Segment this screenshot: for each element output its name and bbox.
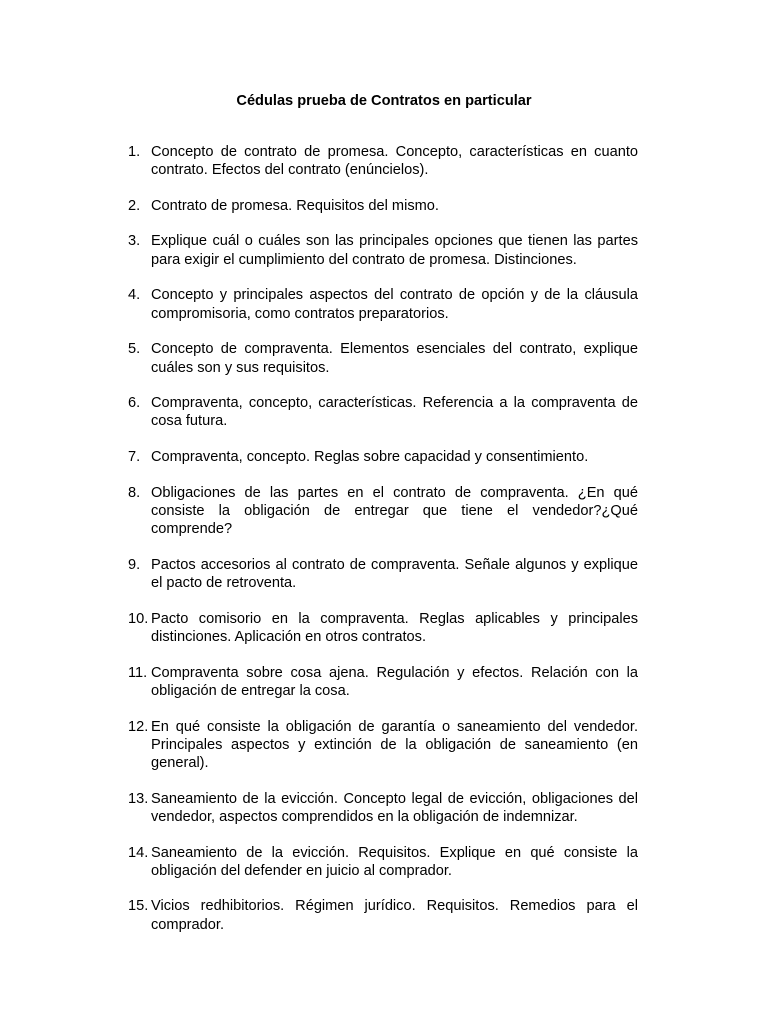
item-text: Concepto de compraventa. Elementos esenciales del contrato, explique cuáles son y sus requisitos. xyxy=(151,341,638,376)
item-text: Compraventa sobre cosa ajena. Regulación y efectos. Relación con la obligación de entregar la cosa. xyxy=(151,664,638,699)
item-number: 5. xyxy=(128,341,141,358)
item-number: 10. xyxy=(128,610,149,627)
item-text: Compraventa, concepto. Reglas sobre capacidad y consentimiento. xyxy=(151,449,589,466)
list-item xyxy=(128,197,638,215)
item-text: Pacto comisorio en la compraventa. Reglas aplicables y principales distinciones. Aplicación en otros contratos. xyxy=(151,610,638,646)
item-text: Concepto y principales aspectos del contrato de opción y de la cláusula compromisoria, como contratos preparatorios. xyxy=(151,287,638,322)
list-item xyxy=(128,448,638,466)
item-number: 8. xyxy=(128,484,141,501)
list-item xyxy=(128,340,638,377)
item-number: 6. xyxy=(128,395,141,412)
list-item xyxy=(128,844,638,881)
list-item xyxy=(128,610,638,647)
list-item xyxy=(128,897,638,934)
item-text: Pactos accesorios al contrato de compraventa. Señale algunos y explique el pacto de retroventa. xyxy=(151,556,638,592)
item-number: 1. xyxy=(128,144,141,160)
item-text: Obligaciones de las partes en el contrato de compraventa. ¿En qué consiste la obligación de entregar que tiene el vendedor?¿Qué comprende? xyxy=(151,484,638,538)
item-number: 9. xyxy=(128,556,141,573)
item-text: Compraventa, concepto, características. Referencia a la compraventa de cosa futura. xyxy=(151,395,638,430)
question-list xyxy=(128,143,638,951)
item-number: 4. xyxy=(128,287,141,304)
item-number: 13. xyxy=(128,790,149,807)
item-number: 2. xyxy=(128,197,141,214)
document-title: Cédulas prueba de Contratos en particular xyxy=(236,93,532,109)
item-number: 15. xyxy=(128,898,149,915)
item-text: Explique cuál o cuáles son las principales opciones que tienen las partes para exigir el cumplimiento del contrato de promesa. Distinciones. xyxy=(151,233,638,268)
item-text: Contrato de promesa. Requisitos del mismo. xyxy=(151,197,439,214)
item-text: En qué consiste la obligación de garantía o saneamiento del vendedor. Principales aspectos y extinción de la obligación de saneamiento (en general). xyxy=(151,718,638,772)
list-item xyxy=(128,718,638,773)
list-item xyxy=(128,143,638,180)
list-item xyxy=(128,232,638,269)
item-number: 7. xyxy=(128,449,141,466)
item-text: Concepto de contrato de promesa. Concepto, características en cuanto contrato. Efectos del contrato (enúncielos). xyxy=(151,144,638,179)
list-item xyxy=(128,664,638,701)
item-number: 11. xyxy=(128,664,148,681)
list-item xyxy=(128,286,638,323)
list-item xyxy=(128,484,638,539)
item-text: Saneamiento de la evicción. Concepto legal de evicción, obligaciones del vendedor, aspectos comprendidos en la obligación de indemnizar. xyxy=(151,790,638,825)
list-item xyxy=(128,556,638,593)
item-number: 12. xyxy=(128,718,149,735)
item-number: 14. xyxy=(128,844,149,861)
item-text: Saneamiento de la evicción. Requisitos. Explique en qué consiste la obligación del defender en juicio al comprador. xyxy=(151,844,638,879)
list-item xyxy=(128,790,638,827)
list-item xyxy=(128,394,638,431)
item-text: Vicios redhibitorios. Régimen jurídico. Requisitos. Remedios para el comprador. xyxy=(151,898,638,933)
item-number: 3. xyxy=(128,233,141,250)
